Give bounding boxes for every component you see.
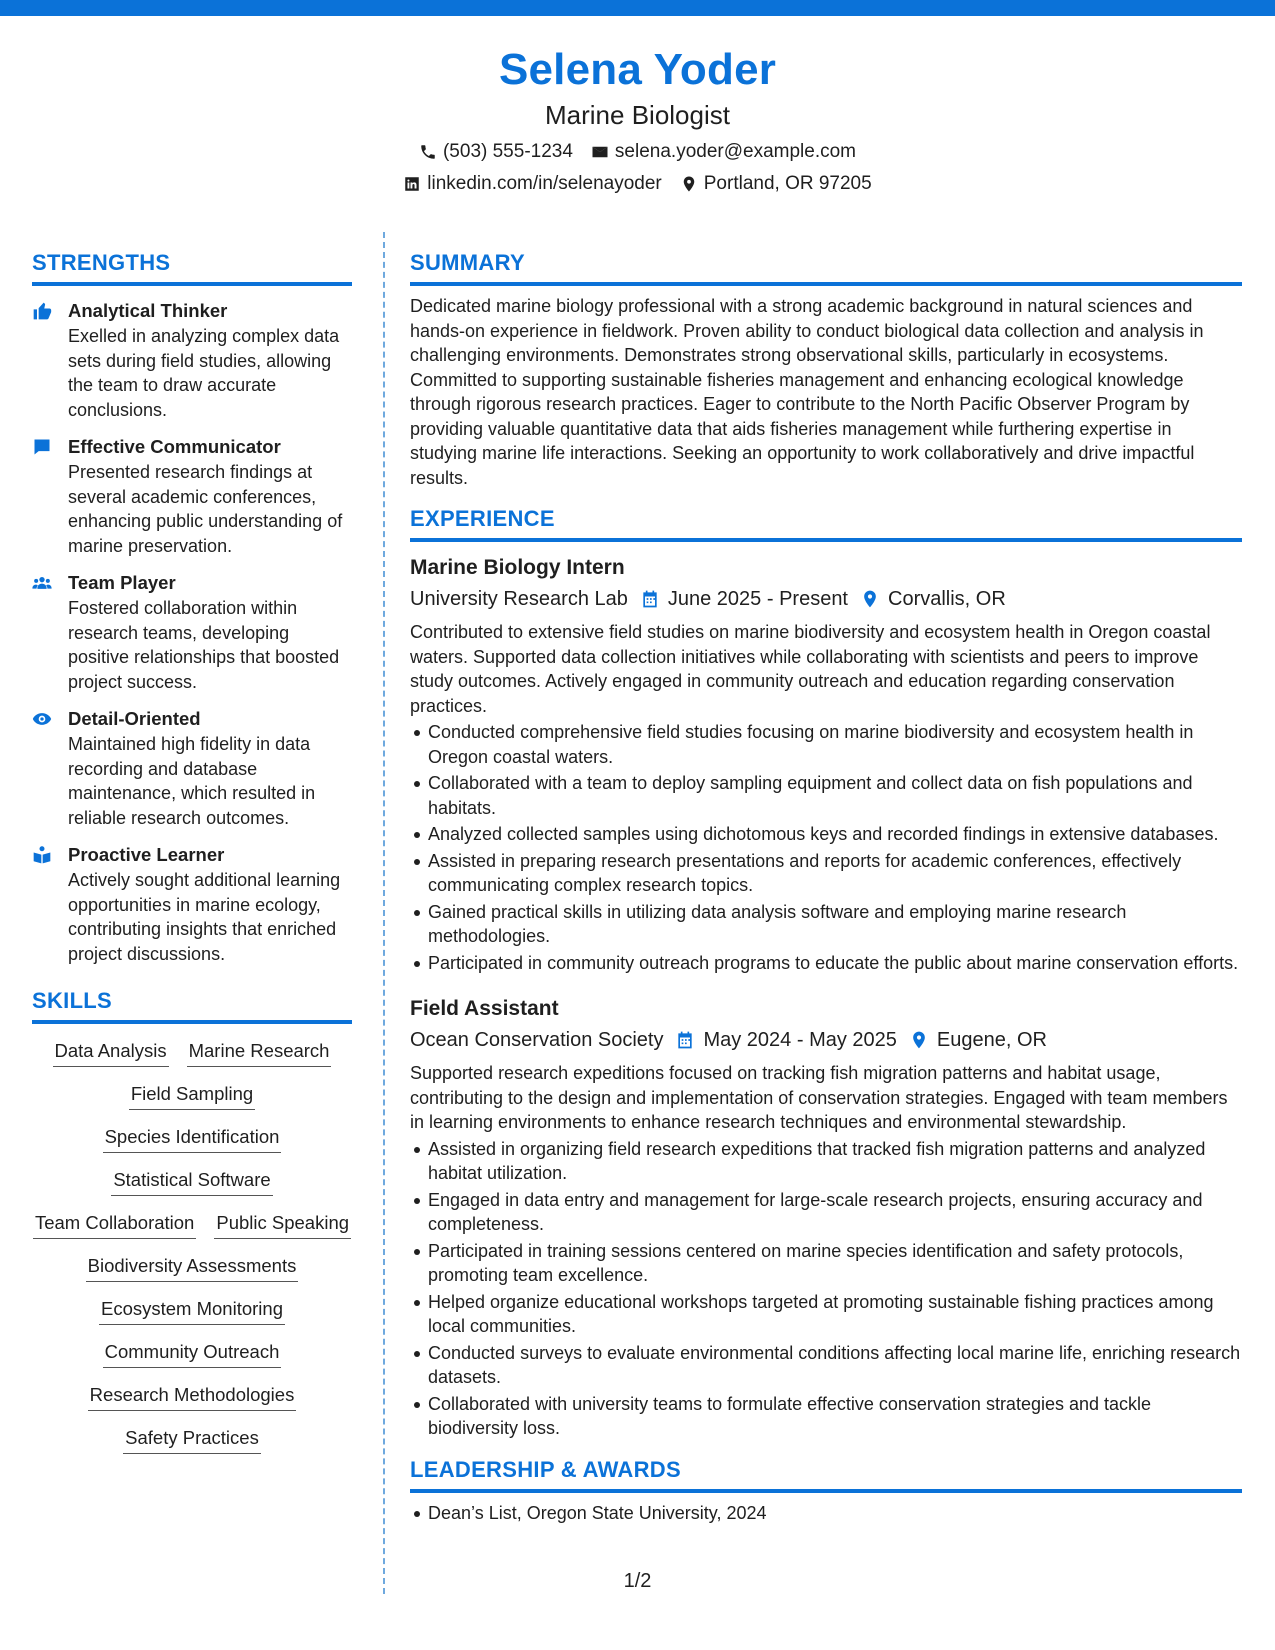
strength-description: Exelled in analyzing complex data sets during field studies, allowing the team to draw accurate conclusions. — [68, 326, 340, 420]
email-contact[interactable] — [591, 138, 856, 166]
strength-item — [32, 842, 352, 966]
job-bullet: Conducted comprehensive field studies focusing on marine biodiversity and ecosystem health in Oregon coastal waters. — [410, 720, 1242, 769]
awards-section — [410, 1455, 1242, 1526]
job-bullets — [410, 1137, 1242, 1441]
chat-bubble-icon — [32, 437, 52, 457]
job-role: Marine Biology Intern — [410, 556, 625, 579]
job-bullet: Participated in community outreach programs to educate the public about marine conservation efforts. — [410, 951, 1242, 976]
strengths-rule — [32, 282, 352, 286]
location-text: Portland, OR 97205 — [703, 173, 872, 194]
summary-rule — [410, 282, 1242, 286]
experience-section — [410, 504, 1242, 1441]
job-entry — [410, 995, 1242, 1441]
job-bullet: Assisted in organizing field research expeditions that tracked fish migration patterns and analyzed habitat utilization. — [410, 1137, 1242, 1186]
phone-text: (503) 555-1234 — [442, 141, 573, 162]
phone-icon — [419, 143, 437, 161]
calendar-icon — [640, 589, 660, 609]
awards-list — [410, 1501, 1242, 1526]
linkedin-contact[interactable] — [403, 170, 661, 198]
skills-rule — [32, 1020, 352, 1024]
award-item: Dean’s List, Oregon State University, 2024 — [410, 1501, 1242, 1526]
job-description: Supported research expeditions focused on tracking fish migration patterns and habitat usage, contributing to the design and implementation of conservation strategies. Engaged with team members in learning environments to enhance research techniques and environmental stewardship. — [410, 1063, 1228, 1132]
job-organization: University Research Lab — [410, 588, 628, 610]
skill-tag: Community Outreach — [103, 1339, 282, 1368]
job-bullet: Gained practical skills in utilizing data analysis software and employing marine research methodologies. — [410, 900, 1242, 949]
job-meta — [410, 1025, 1242, 1055]
job-bullets — [410, 720, 1242, 975]
eye-icon — [32, 709, 52, 729]
contact-row-2 — [0, 170, 1275, 198]
job-organization: Ocean Conservation Society — [410, 1029, 664, 1051]
strengths-list — [32, 298, 352, 966]
skill-tag: Public Speaking — [214, 1210, 351, 1239]
job-location: Corvallis, OR — [888, 588, 1006, 610]
map-pin-icon — [680, 175, 698, 193]
reader-icon — [32, 845, 52, 865]
job-entry — [410, 554, 1242, 975]
job-bullet: Assisted in preparing research presentations and reports for academic conferences, effectively communicating complex research topics. — [410, 849, 1242, 898]
job-bullet: Conducted surveys to evaluate environmental conditions affecting local marine life, enriching research datasets. — [410, 1341, 1242, 1390]
job-meta — [410, 584, 1242, 614]
skill-tag: Species Identification — [103, 1124, 282, 1153]
strength-item — [32, 298, 352, 422]
linkedin-text: linkedin.com/in/selenayoder — [427, 173, 662, 194]
strength-item — [32, 706, 352, 830]
right-column — [410, 248, 1242, 1527]
strength-description: Actively sought additional learning opportunities in marine ecology, contributing insights that enriched project discussions. — [68, 870, 341, 964]
strength-name: Team Player — [68, 572, 176, 593]
skill-tag: Ecosystem Monitoring — [99, 1296, 285, 1325]
strength-item — [32, 434, 352, 558]
candidate-name: Selena Yoder — [498, 45, 777, 94]
strength-description: Fostered collaboration within research teams, developing positive relationships that boosted project success. — [68, 598, 340, 692]
skill-tag: Field Sampling — [129, 1081, 255, 1110]
strength-description: Presented research findings at several academic conferences, enhancing public understanding of marine preservation. — [68, 462, 343, 556]
strength-name: Analytical Thinker — [68, 300, 228, 321]
map-pin-icon — [909, 1030, 929, 1050]
skill-tag: Data Analysis — [53, 1038, 169, 1067]
page-number: 1/2 — [623, 1570, 652, 1592]
job-bullet: Helped organize educational workshops targeted at promoting sustainable fishing practices among local communities. — [410, 1290, 1242, 1339]
strengths-section — [32, 248, 352, 966]
top-accent-bar — [0, 0, 1275, 16]
skill-tag: Biodiversity Assessments — [86, 1253, 299, 1282]
job-bullet: Collaborated with a team to deploy sampling equipment and collect data on fish populations and habitats. — [410, 771, 1242, 820]
strengths-heading: STRENGTHS — [32, 250, 171, 275]
experience-heading: EXPERIENCE — [410, 506, 555, 531]
column-divider — [383, 232, 385, 1594]
envelope-icon — [591, 143, 609, 161]
location-contact — [680, 170, 872, 198]
experience-rule — [410, 538, 1242, 542]
job-location: Eugene, OR — [936, 1029, 1047, 1051]
job-bullet: Analyzed collected samples using dichotomous keys and recorded findings in extensive databases. — [410, 822, 1242, 847]
resume-header — [0, 42, 1275, 198]
summary-text: Dedicated marine biology professional with a strong academic background in natural sciences and hands-on experience in fieldwork. Proven ability to conduct biological data collection and analysis in challenging environments. Demonstrates strong observational skills, particularly in ecosystems. Committed to supporting sustainable fisheries management and enhancing ecological knowledge through rigorous research practices. Eager to contribute to the North Pacific Observer Program by providing valuable quantitative data that aids fisheries management while furthering expertise in studying marine life interactions. Seeking an opportunity to work collaboratively and drive impactful results. — [410, 296, 1204, 488]
job-dates: June 2025 - Present — [667, 588, 848, 610]
summary-heading: SUMMARY — [410, 250, 525, 275]
contact-row-1 — [0, 138, 1275, 166]
left-column — [32, 248, 352, 1454]
strength-description: Maintained high fidelity in data recording and database maintenance, which resulted in reliable research outcomes. — [68, 734, 316, 828]
linkedin-icon — [403, 175, 421, 193]
skill-tag: Marine Research — [187, 1038, 332, 1067]
thumbs-up-icon — [32, 301, 52, 321]
candidate-title: Marine Biologist — [545, 100, 730, 130]
strength-item — [32, 570, 352, 694]
awards-heading: LEADERSHIP & AWARDS — [410, 1456, 681, 1482]
job-bullet: Engaged in data entry and management for large-scale research projects, ensuring accuracy and completeness. — [410, 1188, 1242, 1237]
skill-tag: Research Methodologies — [88, 1382, 297, 1411]
job-description: Contributed to extensive field studies on marine biodiversity and ecosystem health in Oregon coastal waters. Supported data collection initiatives while collaborating with scientists and peers to improve study outcomes. Actively engaged in community outreach and education regarding conservation practices. — [410, 622, 1211, 716]
map-pin-icon — [860, 589, 880, 609]
awards-rule — [410, 1489, 1242, 1493]
strength-name: Detail-Oriented — [68, 708, 201, 729]
strength-name: Proactive Learner — [68, 844, 225, 865]
skills-heading: SKILLS — [32, 988, 113, 1013]
skill-tag: Team Collaboration — [33, 1210, 196, 1239]
calendar-icon — [675, 1030, 695, 1050]
job-bullet: Collaborated with university teams to formulate effective conservation strategies and tackle biodiversity loss. — [410, 1392, 1242, 1441]
skill-tag: Safety Practices — [123, 1425, 261, 1454]
skills-section — [32, 986, 352, 1454]
job-role: Field Assistant — [410, 997, 559, 1020]
users-icon — [32, 573, 52, 593]
skills-list — [32, 1038, 352, 1454]
phone-contact[interactable] — [419, 138, 573, 166]
strength-name: Effective Communicator — [68, 436, 281, 457]
summary-section — [410, 248, 1242, 490]
job-bullet: Participated in training sessions centered on marine species identification and safety protocols, promoting team excellence. — [410, 1239, 1242, 1288]
job-dates: May 2024 - May 2025 — [703, 1029, 897, 1051]
email-text: selena.yoder@example.com — [614, 141, 856, 162]
skill-tag: Statistical Software — [111, 1167, 272, 1196]
